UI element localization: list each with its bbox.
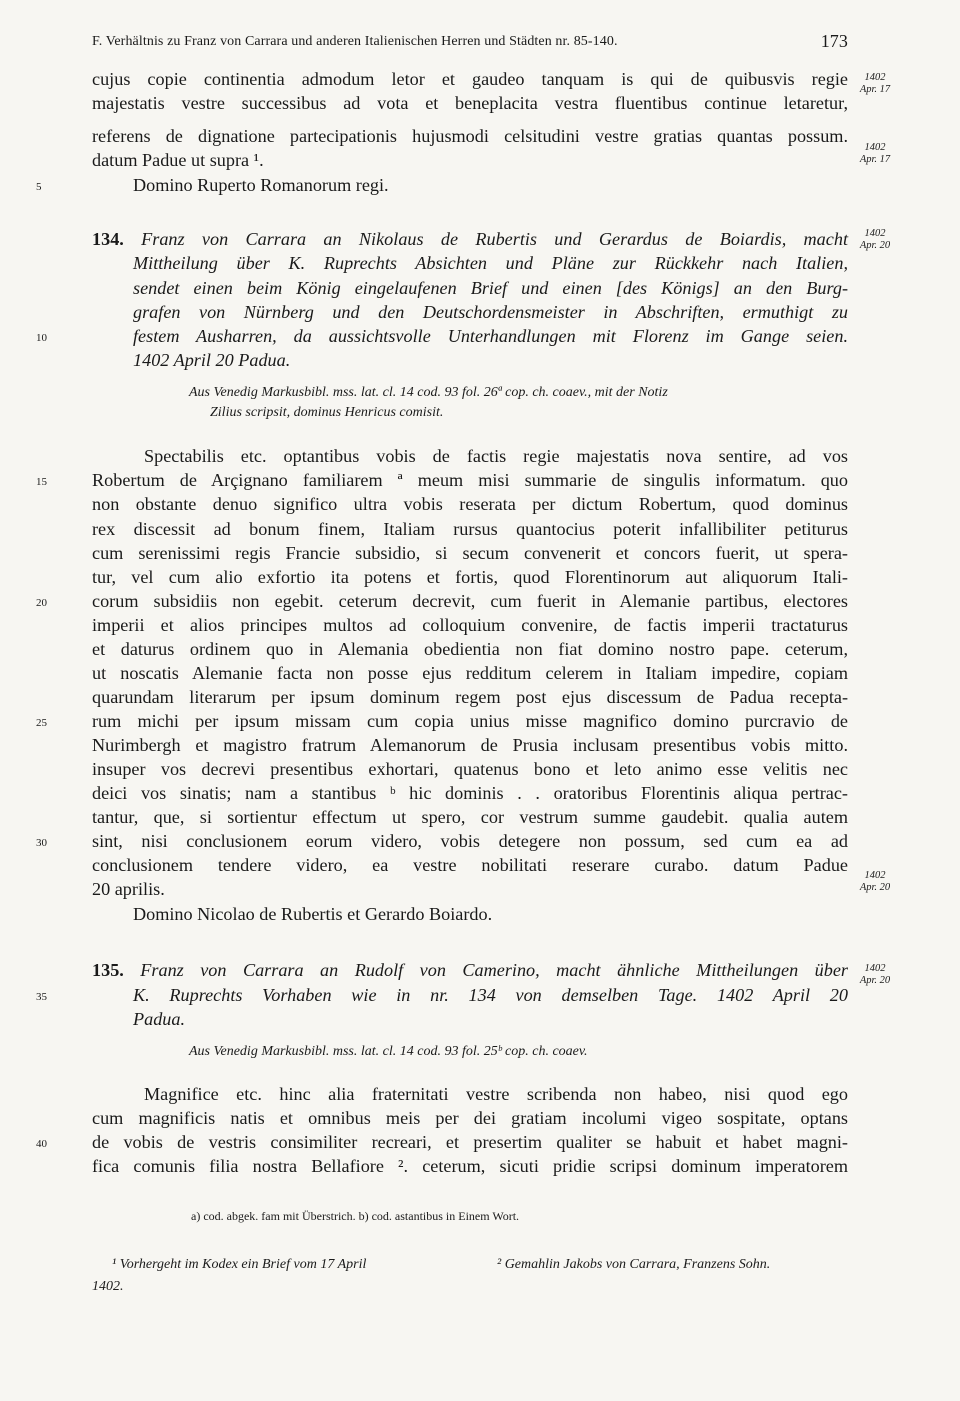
line-number: 35 — [36, 991, 47, 1003]
regest-line: 135. Franz von Carrara an Rudolf von Camerino, macht ähnliche Mittheilungen über — [92, 960, 848, 980]
regest-line: 134. Franz von Carrara an Nikolaus de Rubertis und Gerardus de Boiardis, macht — [92, 229, 848, 249]
address-line: Domino Nicolao de Rubertis et Gerardo Boiardo. — [133, 904, 493, 924]
text-line: majestatis vestre successibus ad vota et beneplacita vestra fluentibus continue letaretur, — [92, 93, 848, 113]
text-line: de vobis de vestris consimiliter recreari, et presertim qualiter se habuit et habet magni- — [92, 1132, 848, 1152]
text-line: referens de dignatione partecipationis hujusmodi celsitudini vestre gratias quantas possum. — [92, 126, 848, 146]
text-line: sint, nisi conclusionem eorum videro, vobis detegere non possum, sed cum ea ad — [92, 831, 848, 851]
text-line: Nurimbergh et magistro fratrum Alemanorum de Prusia inclusam presentibus vobis mitto. — [92, 735, 848, 755]
source-note: Aus Venedig Markusbibl. mss. lat. cl. 14 cod. 93 fol. 26ª cop. ch. coaev., mit der Notiz — [189, 385, 668, 400]
address-line: Domino Ruperto Romanorum regi. — [133, 175, 389, 195]
document-number: 135. — [92, 960, 124, 980]
text-line: fica comunis filia nostra Bellafiore ². ceterum, sicuti pridie scripsi dominum imperatorem — [92, 1156, 848, 1176]
line-number: 30 — [36, 837, 47, 849]
regest-line: sendet einen beim König eingelaufenen Brief und einen [des Königs] an den Burg- — [133, 278, 848, 298]
textual-notes: a) cod. abgek. fam mit Überstrich. b) cod. astantibus in Einem Wort. — [191, 1209, 520, 1223]
text-line: Spectabilis etc. optantibus vobis de factis regie majestatis nova sentire, ad vos — [144, 446, 848, 466]
text-line: cum serenissimi regis Francie subsidio, si secum convenerit et concors fuerit, ut spera- — [92, 543, 848, 563]
text-line: et daturus ordinem quo in Alemania obedientia non fiat domino nostro pape. ceterum, — [92, 639, 848, 659]
source-note: Zilius scripsit, dominus Henricus comisit. — [210, 405, 444, 420]
text-line: rum michi per ipsum missam cum copia unius misse magnifico domino purcravio de — [92, 711, 848, 731]
line-number: 40 — [36, 1138, 47, 1150]
text-line: Robertum de Arçignano familiarem ª meum misi summarie de singulis informatum. quo — [92, 470, 848, 490]
margin-date: 1402 Apr. 20 — [859, 870, 891, 893]
line-number: 15 — [36, 476, 47, 488]
regest-line: K. Ruprechts Vorhaben wie in nr. 134 von demselben Tage. 1402 April 20 — [133, 985, 848, 1005]
footnote-2: ² Gemahlin Jakobs von Carrara, Franzens Sohn. — [497, 1257, 771, 1272]
text-line: ut noscatis Alemanie facta non posse ejus redditum celerem in Italiam impedire, copiam — [92, 663, 848, 683]
footnote-1-continuation: 1402. — [92, 1279, 124, 1294]
text-line: 20 aprilis. — [92, 879, 165, 899]
text-line: imperii et alios principes multos ad colloquium convenire, de factis imperii tractaturus — [92, 615, 848, 635]
regest-line: Mittheilung über K. Ruprechts Absichten und Pläne zur Rückkehr nach Italien, — [133, 253, 848, 273]
regest-line: festem Ausharren, da aussichtsvolle Unterhandlungen mit Florenz im Gange seien. — [133, 326, 848, 346]
margin-date: 1402 Apr. 17 — [859, 142, 891, 165]
text-line: rex discessit ad bonum finem, Italiam rursus quantocius poterit infallibiliter petiturus — [92, 519, 848, 539]
text-line: deici vos sinatis; nam a stantibus ᵇ hic dominis . . oratoribus Florentinis aliqua pertrac- — [92, 783, 848, 803]
text-line: non obstante denuo significo ultra vobis reserata per dictum Robertum, quod dominus — [92, 494, 848, 514]
text-line: quarundam literarum per ipsum dominum regem post ejus discessum de Padua recepta- — [92, 687, 848, 707]
margin-date: 1402 Apr. 20 — [859, 228, 891, 251]
regest-line: grafen von Nürnberg und den Deutschordensmeister in Abschriften, ermuthigt zu — [133, 302, 848, 322]
text-line: Magnifice etc. hinc alia fraternitati vestre scribenda non habeo, nisi quod ego — [144, 1084, 848, 1104]
source-note: Aus Venedig Markusbibl. mss. lat. cl. 14 cod. 93 fol. 25ᵇ cop. ch. coaev. — [189, 1044, 588, 1059]
text-line: tur, vel cum alio exfortio ita potens et fortis, quod Florentinorum aut aliquorum Itali- — [92, 567, 848, 587]
page-number: 173 — [820, 31, 848, 51]
regest-line: Padua. — [133, 1009, 186, 1029]
running-header — [92, 31, 848, 51]
document-number: 134. — [92, 229, 124, 249]
regest-line: 1402 April 20 Padua. — [133, 350, 291, 370]
text-line: cum magnificis natis et omnibus meis per dei gratiam incolumi vigeo sospitate, optans — [92, 1108, 848, 1128]
text-line: tantur, que, si sortientur effectum ut spero, cor vestrum summe gaudebit. qualia autem — [92, 807, 848, 827]
line-number: 25 — [36, 717, 47, 729]
line-number: 10 — [36, 332, 47, 344]
text-line: insuper vos decrevi presentibus exhortari, quatenus bono et leto animo esse velitis nec — [92, 759, 848, 779]
running-title: F. Verhältnis zu Franz von Carrara und anderen Italienischen Herren und Städten nr. 85-140. — [92, 34, 618, 49]
margin-date: 1402 Apr. 17 — [859, 72, 891, 95]
text-line: datum Padue ut supra ¹. — [92, 150, 264, 170]
text-line: corum subsidiis non egebit. ceterum decrevit, cum fuerit in Alemanie partibus, electores — [92, 591, 848, 611]
line-number: 20 — [36, 597, 47, 609]
line-number: 5 — [36, 181, 42, 193]
text-line: conclusionem tendere videro, ea vestre nobilitati reserare curabo. datum Padue — [92, 855, 848, 875]
text-line: cujus copie continentia admodum letor et gaudeo tanquam is qui de quibusvis regie — [92, 69, 848, 89]
footnote-1: ¹ Vorhergeht im Kodex ein Brief vom 17 April — [112, 1257, 367, 1272]
margin-date: 1402 Apr. 20 — [859, 963, 891, 986]
